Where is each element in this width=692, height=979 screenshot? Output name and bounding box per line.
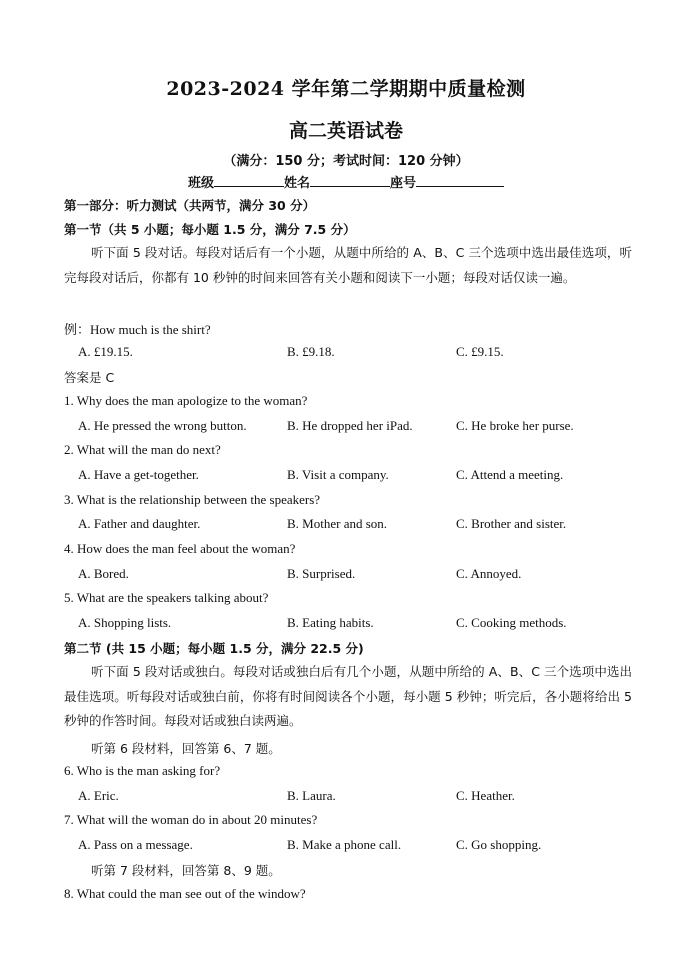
example-option-a: A. £19.15. xyxy=(78,344,133,359)
exam-subtitle: 高二英语试卷 xyxy=(288,120,403,142)
q1-option-c[interactable]: C. He broke her purse. xyxy=(456,418,574,433)
q1-option-b[interactable]: B. He dropped her iPad. xyxy=(287,418,413,433)
q1-option-a[interactable]: A. He pressed the wrong button. xyxy=(78,418,247,433)
material-6-note: 听第 6 段材料，回答第 6、7 题。 xyxy=(91,741,281,756)
q6-option-b[interactable]: B. Laura. xyxy=(287,788,336,803)
example-option-c: C. £9.15. xyxy=(456,344,504,359)
student-info-line xyxy=(0,172,692,191)
q2-option-c[interactable]: C. Attend a meeting. xyxy=(456,467,564,482)
seat-blank[interactable] xyxy=(416,173,504,187)
q5-option-b[interactable]: B. Eating habits. xyxy=(287,615,374,630)
exam-title: 2023-2024 学年第二学期期中质量检测 xyxy=(166,78,526,100)
name-blank[interactable] xyxy=(310,173,390,187)
part1-title: 第一部分：听力测试（共两节，满分 30 分） xyxy=(64,198,316,213)
class-blank[interactable] xyxy=(214,173,284,187)
q3-option-a[interactable]: A. Father and daughter. xyxy=(78,516,201,531)
section2-title: 第二节 (共 15 小题；每小题 1.5 分，满分 22.5 分) xyxy=(64,641,364,656)
question-4: 4. How does the man feel about the woman? xyxy=(64,541,296,556)
question-3: 3. What is the relationship between the speakers? xyxy=(64,492,321,507)
example-option-b: B. £9.18. xyxy=(287,344,335,359)
q3-option-c[interactable]: C. Brother and sister. xyxy=(456,516,567,531)
q6-option-c[interactable]: C. Heather. xyxy=(456,788,515,803)
name-label: 姓名 xyxy=(283,176,310,191)
question-8: 8. What could the man see out of the window? xyxy=(64,886,306,901)
material-7-note: 听第 7 段材料，回答第 8、9 题。 xyxy=(91,863,281,878)
question-2: 2. What will the man do next? xyxy=(64,442,221,457)
q5-option-c[interactable]: C. Cooking methods. xyxy=(456,615,567,630)
q4-option-b[interactable]: B. Surprised. xyxy=(287,566,356,581)
example-question: 例：How much is the shirt? xyxy=(64,322,211,337)
q3-option-b[interactable]: B. Mother and son. xyxy=(287,516,388,531)
question-1: 1. Why does the man apologize to the woman? xyxy=(64,393,308,408)
seat-label: 座号 xyxy=(390,176,417,191)
q4-option-a[interactable]: A. Bored. xyxy=(78,566,129,581)
question-6: 6. Who is the man asking for? xyxy=(64,763,221,778)
section1-instructions: 听下面 5 段对话。每段对话后有一个小题，从题中所给的 A、B、C 三个选项中选出最佳选项，听完每段对话后，你都有 10 秒钟的时间来回答有关小题和阅读下一小题；每段对话仅读一遍。 xyxy=(64,245,632,285)
section1-title: 第一节（共 5 小题；每小题 1.5 分，满分 7.5 分） xyxy=(64,222,356,237)
q2-option-b[interactable]: B. Visit a company. xyxy=(287,467,389,482)
q6-option-a[interactable]: A. Eric. xyxy=(78,788,119,803)
q5-option-a[interactable]: A. Shopping lists. xyxy=(78,615,172,630)
class-label: 班级 xyxy=(187,176,214,191)
example-answer: 答案是 C xyxy=(64,370,115,385)
question-7: 7. What will the woman do in about 20 minutes? xyxy=(64,812,318,827)
section2-instructions: 听下面 5 段对话或独白。每段对话或独白后有几个小题，从题中所给的 A、B、C 三个选项中选出最佳选项。听每段对话或独白前，你将有时间阅读各个小题，每小题 5 秒钟；听完后，各小题将给出 5 秒钟的作答时间。每段对话或独白读两遍。 xyxy=(64,664,632,728)
q7-option-b[interactable]: B. Make a phone call. xyxy=(287,837,402,852)
score-line: （满分：150 分；考试时间：120 分钟） xyxy=(223,154,469,169)
q7-option-a[interactable]: A. Pass on a message. xyxy=(78,837,193,852)
q7-option-c[interactable]: C. Go shopping. xyxy=(456,837,542,852)
q4-option-c[interactable]: C. Annoyed. xyxy=(456,566,522,581)
question-5: 5. What are the speakers talking about? xyxy=(64,590,269,605)
q2-option-a[interactable]: A. Have a get-together. xyxy=(78,467,199,482)
